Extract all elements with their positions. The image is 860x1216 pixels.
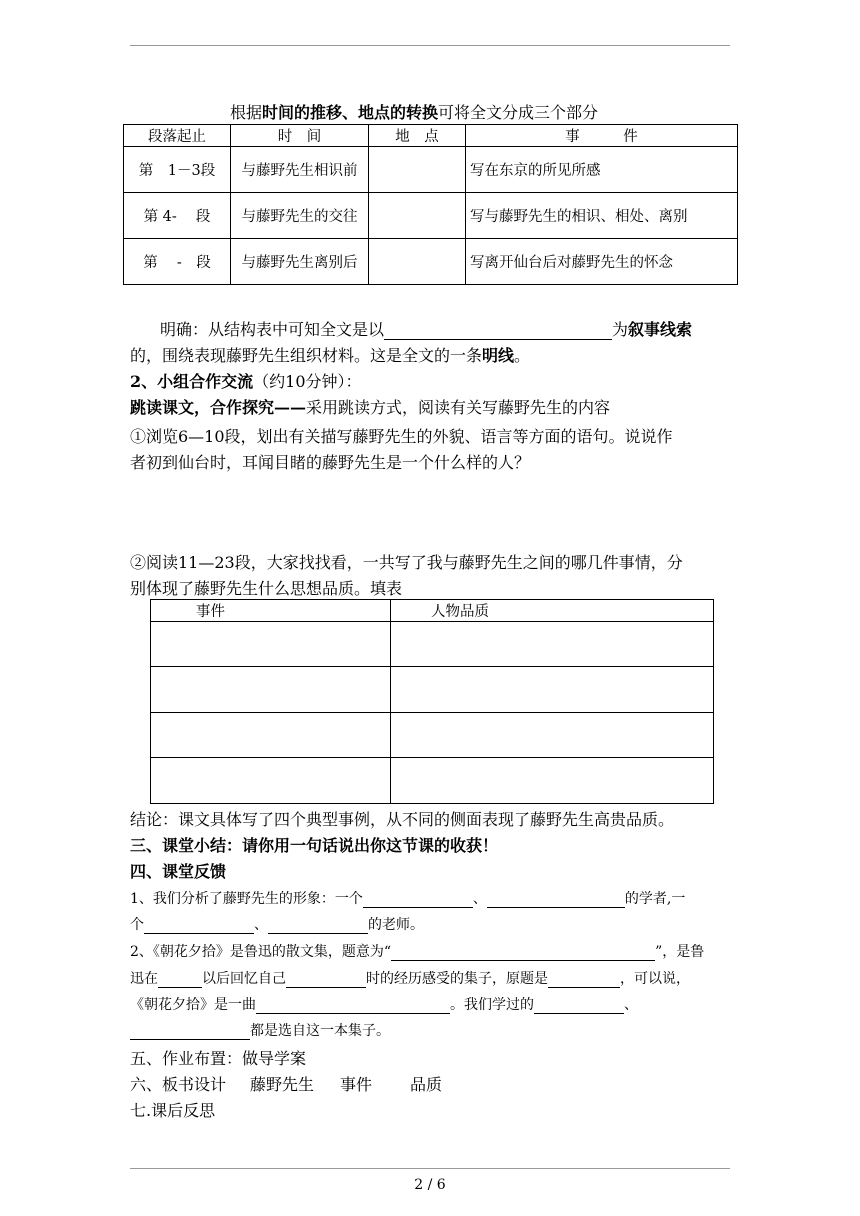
header-cell: 事 件 xyxy=(466,125,738,147)
table-cell[interactable] xyxy=(151,622,391,667)
fb-text: 的学者,一 xyxy=(624,891,686,907)
table-cell xyxy=(369,193,466,239)
table-row xyxy=(151,758,714,804)
table-cell: 与藤野先生相识前 xyxy=(231,147,369,193)
page-number: 2 / 6 xyxy=(414,1177,446,1193)
fb-text: ，可以说， xyxy=(620,971,690,987)
table-cell: 写与藤野先生的相识、相处、离别 xyxy=(466,193,738,239)
blank-field[interactable] xyxy=(384,323,612,340)
table-cell: 第 4- 段 xyxy=(124,193,231,239)
table-cell[interactable] xyxy=(391,758,714,804)
feedback-heading: 四、课堂反馈 xyxy=(130,862,227,881)
structure-table xyxy=(123,124,738,285)
table-cell xyxy=(369,239,466,285)
group-bold: 2、小组合作交流 xyxy=(130,372,254,391)
clarify-text: 为 xyxy=(612,320,629,339)
question-2-line2: 别体现了藤野先生什么思想品质。填表 xyxy=(130,579,403,598)
fb-text: ”，是鲁 xyxy=(655,944,705,960)
table-row xyxy=(151,667,714,713)
blank-field[interactable] xyxy=(158,973,202,988)
skim-heading xyxy=(130,395,610,418)
table-cell[interactable] xyxy=(151,713,391,758)
clarify-text: 的，围绕表现藤野先生组织材料。这是全文的一条 xyxy=(130,346,483,365)
table-cell[interactable] xyxy=(151,667,391,713)
conclusion: 结论：课文具体写了四个典型事例，从不同的侧面表现了藤野先生高贵品质。 xyxy=(130,810,675,829)
header-rule xyxy=(130,45,730,46)
fb-text: 、 xyxy=(254,917,268,933)
structure-header-row xyxy=(124,125,738,147)
table-cell: 写离开仙台后对藤野先生的怀念 xyxy=(466,239,738,285)
board-design xyxy=(130,1072,442,1095)
intro-prefix: 根据 xyxy=(230,103,263,122)
blank-field[interactable] xyxy=(363,893,473,908)
skim-bold: 跳读课文，合作探究—— xyxy=(130,398,307,417)
feedback-2-line3 xyxy=(130,994,638,1014)
blank-field[interactable] xyxy=(534,999,624,1014)
event-header-row xyxy=(151,600,714,622)
blank-field[interactable] xyxy=(548,973,620,988)
clarify-bold: 明线 xyxy=(482,346,515,365)
clarify-text: 。 xyxy=(514,346,531,365)
table-cell: 第 1－3段 xyxy=(124,147,231,193)
table-cell[interactable] xyxy=(151,758,391,804)
skim-rest: 采用跳读方式，阅读有关写藤野先生的内容 xyxy=(306,398,611,417)
table-cell[interactable] xyxy=(391,622,714,667)
clarify-line1 xyxy=(160,317,692,340)
summary-heading: 三、课堂小结：请你用一句话说出你这节课的收获！ xyxy=(130,836,499,855)
blank-field[interactable] xyxy=(144,919,254,934)
feedback-2-line1 xyxy=(130,941,704,961)
blank-field[interactable] xyxy=(286,973,366,988)
blank-field[interactable] xyxy=(391,946,655,961)
fb-text: 《朝花夕拾》是一曲 xyxy=(130,997,256,1013)
table-cell[interactable] xyxy=(391,667,714,713)
header-cell: 地 点 xyxy=(369,125,466,147)
question-1-line1: ①浏览6—10段，划出有关描写藤野先生的外貌、语言等方面的语句。说说作 xyxy=(130,427,673,446)
fb-text: 2、《朝花夕拾》是鲁迅的散文集，题意为“ xyxy=(130,944,392,960)
table-cell: 与藤野先生离别后 xyxy=(231,239,369,285)
event-table xyxy=(150,599,714,804)
table-row xyxy=(124,147,738,193)
blank-field[interactable] xyxy=(256,999,450,1014)
table-cell: 第 - 段 xyxy=(124,239,231,285)
fb-text: 、 xyxy=(472,891,487,907)
fb-text: 时的经历感受的集子，原题是 xyxy=(366,971,548,987)
clarify-line2 xyxy=(130,343,530,366)
footer-rule xyxy=(130,1168,730,1169)
group-rest: （约10分钟）： xyxy=(253,372,362,391)
table-cell: 写在东京的所见所感 xyxy=(466,147,738,193)
blank-field[interactable] xyxy=(268,919,368,934)
table-cell: 与藤野先生的交往 xyxy=(231,193,369,239)
blank-field[interactable] xyxy=(487,893,625,908)
question-1-line2: 者初到仙台时，耳闻目睹的藤野先生是一个什么样的人？ xyxy=(130,453,531,472)
table-row xyxy=(151,622,714,667)
fb-text: 都是选自这一本集子。 xyxy=(250,1023,390,1039)
fb-text: 以后回忆自己 xyxy=(202,971,286,987)
blank-field[interactable] xyxy=(130,1025,250,1040)
group-heading xyxy=(130,369,362,392)
board-item: 品质 xyxy=(410,1075,443,1094)
table-cell[interactable] xyxy=(391,713,714,758)
board-item: 事件 xyxy=(340,1075,373,1094)
header-cell: 事件 xyxy=(151,600,391,622)
fb-text: 的老师。 xyxy=(368,917,424,933)
homework: 五、作业布置：做导学案 xyxy=(130,1049,307,1068)
reflection: 七.课后反思 xyxy=(130,1101,216,1120)
header-cell: 段落起止 xyxy=(124,125,231,147)
structure-intro xyxy=(230,100,598,123)
feedback-2-line4 xyxy=(130,1020,390,1040)
fb-text: 1、我们分析了藤野先生的形象：一个 xyxy=(130,891,363,907)
fb-text: 个 xyxy=(130,917,144,933)
table-row xyxy=(124,239,738,285)
board-item: 藤野先生 xyxy=(250,1075,315,1094)
fb-text: 迅在 xyxy=(130,971,158,987)
intro-bold: 时间的推移、地点的转换 xyxy=(262,103,439,122)
feedback-1-line2 xyxy=(130,914,424,934)
header-cell: 人物品质 xyxy=(391,600,714,622)
table-cell xyxy=(369,147,466,193)
clarify-bold: 叙事线索 xyxy=(628,320,693,339)
feedback-1-line1 xyxy=(130,888,685,908)
intro-suffix: 可将全文分成三个部分 xyxy=(438,103,599,122)
clarify-text: 明确：从结构表中可知全文是以 xyxy=(160,320,385,339)
feedback-2-line2 xyxy=(130,968,690,988)
board-label: 六、板书设计 xyxy=(130,1075,227,1094)
table-row xyxy=(124,193,738,239)
question-2-line1: ②阅读11—23段，大家找找看，一共写了我与藤野先生之间的哪几件事情，分 xyxy=(130,553,683,572)
fb-text: 、 xyxy=(624,997,638,1013)
table-row xyxy=(151,713,714,758)
fb-text: 。我们学过的 xyxy=(450,997,534,1013)
header-cell: 时 间 xyxy=(231,125,369,147)
